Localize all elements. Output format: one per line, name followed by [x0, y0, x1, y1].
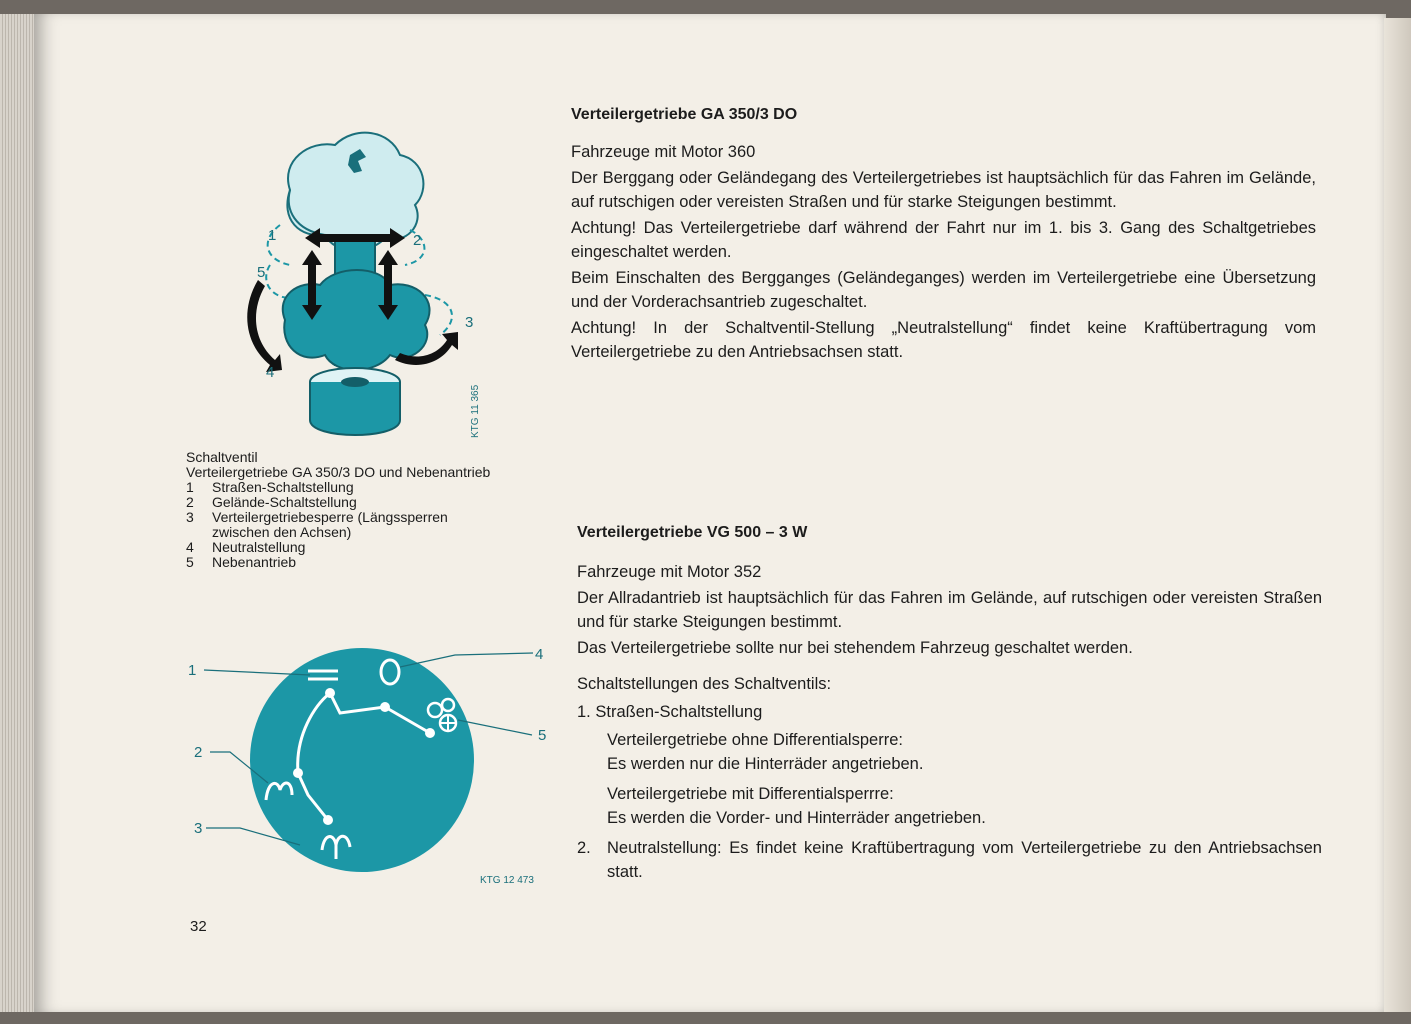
caption-item: 5 Nebenantrieb — [186, 554, 297, 570]
section2-paragraph: Der Allradantrieb ist hauptsächlich für das Fahren im Gelände, auf rutschigen oder vereisten Straßen und für starke Steigungen bestimmt. — [577, 589, 1322, 631]
list-item-1b: Verteilergetriebe mit Differentialsperrre: Es werden die Vorder- und Hinterräder angetrieben. — [607, 785, 986, 827]
caption-subtitle: Verteilergetriebe GA 350/3 DO und Nebenantrieb — [186, 464, 491, 480]
page-number: 32 — [190, 918, 207, 935]
caption-title: Schaltventil — [186, 449, 258, 465]
section1-heading: Verteilergetriebe GA 350/3 DO — [571, 106, 798, 123]
fig2-label-1: 1 — [188, 662, 197, 679]
shift-positions-dial — [180, 635, 560, 895]
section1-paragraph: Achtung! In der Schaltventil-Stellung „Neutralstellung“ findet keine Kraftübertragung vom Verteilergetriebe zu den Antriebsachsen statt. — [571, 319, 1316, 361]
section1-subheading: Fahrzeuge mit Motor 360 — [571, 143, 756, 161]
section-ga350 — [571, 106, 1316, 366]
fig2-label-2: 2 — [194, 744, 203, 761]
caption-item: 4 Neutralstellung — [186, 539, 306, 555]
fig1-label-3: 3 — [465, 314, 474, 331]
fig2-label-4: 4 — [535, 646, 544, 663]
fig2-label-5: 5 — [538, 727, 547, 744]
list-item-1a: Verteilergetriebe ohne Differentialsperre: Es werden nur die Hinterräder angetrieben. — [607, 731, 924, 773]
section1-paragraph: Beim Einschalten des Bergganges (Geländeganges) werden im Verteilergetriebe eine Übersetzung und der Vorderachsantrieb zugeschaltet. — [571, 269, 1316, 311]
next-page-edge — [1384, 18, 1411, 1012]
figure-caption — [186, 450, 566, 570]
dial-disc — [250, 648, 474, 872]
fig1-label-2: 2 — [413, 232, 422, 249]
caption-item: 2 Gelände-Schaltstellung — [186, 494, 357, 510]
list-intro: Schaltstellungen des Schaltventils: — [577, 675, 832, 693]
section-vg500 — [577, 524, 1322, 884]
section2-paragraph: Das Verteilergetriebe sollte nur bei stehendem Fahrzeug geschaltet werden. — [577, 639, 1133, 657]
caption-item-continued: zwischen den Achsen) — [212, 524, 352, 540]
caption-item: 3 Verteilergetriebesperre (Längssperren — [186, 509, 448, 525]
fig1-label-5: 5 — [257, 264, 266, 281]
fig1-code: KTG 11 365 — [470, 384, 481, 438]
fig1-label-1: 1 — [268, 227, 277, 244]
section1-paragraph: Der Berggang oder Geländegang des Verteilergetriebes ist hauptsächlich für das Fahren im Gelände, auf rutschigen oder vereisten Straßen und für starke Steigungen bestimmt. — [571, 169, 1316, 211]
section1-paragraph: Achtung! Das Verteilergetriebe darf während der Fahrt nur im 1. bis 3. Gang des Schaltgetriebes eingeschaltet werden. — [571, 219, 1316, 261]
fig2-label-3: 3 — [194, 820, 203, 837]
list-item-2: 2. Neutralstellung: Es findet keine Kraftübertragung vom Verteilergetriebe zu den Antriebsachsen statt. — [577, 839, 1322, 881]
section2-heading: Verteilergetriebe VG 500 – 3 W — [577, 524, 808, 541]
fig2-code: KTG 12 473 — [480, 875, 534, 886]
fig1-label-4: 4 — [266, 364, 275, 381]
section2-subheading: Fahrzeuge mit Motor 352 — [577, 563, 762, 581]
list-item-1: 1. Straßen-Schaltstellung — [577, 703, 763, 721]
shift-valve-illustration — [240, 120, 510, 450]
caption-item: 1 Straßen-Schaltstellung — [186, 479, 354, 495]
